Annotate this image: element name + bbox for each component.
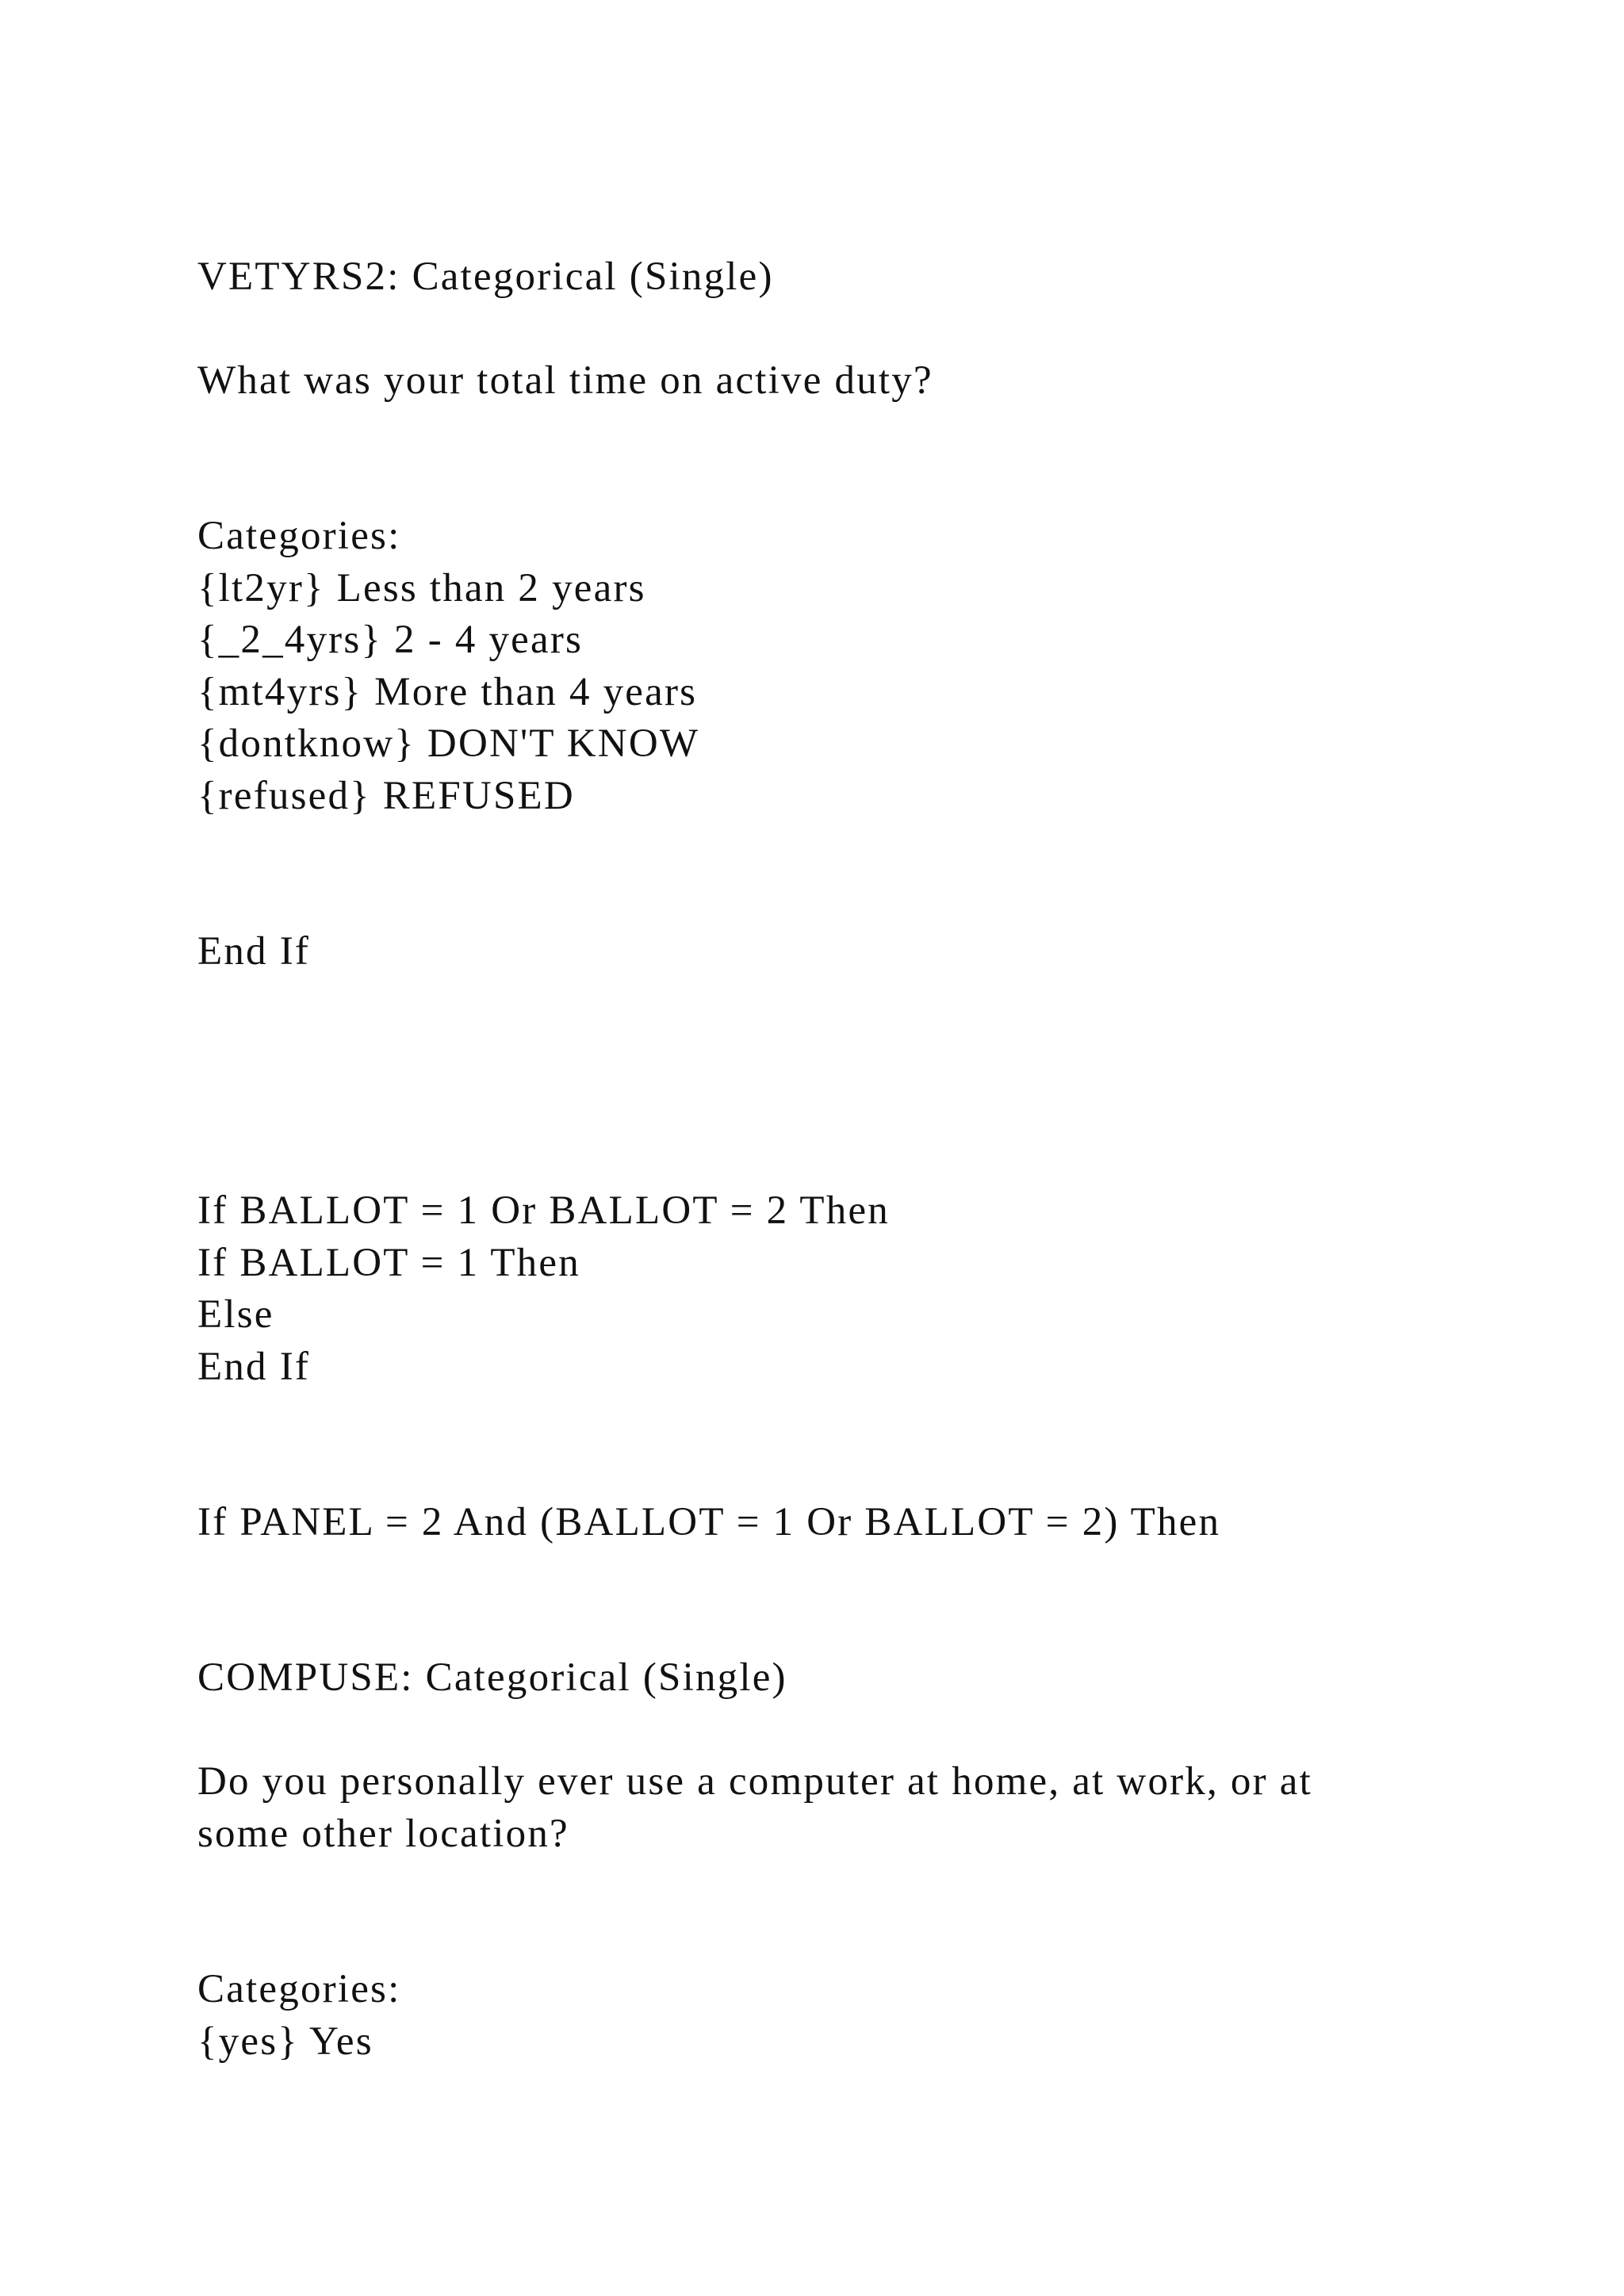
compuse-category-yes: {yes} Yes xyxy=(197,2019,373,2064)
vetyrs2-category-dontknow: {dontknow} DON'T KNOW xyxy=(197,721,700,766)
ballot-1-condition-line: If BALLOT = 1 Then xyxy=(197,1241,580,1285)
vetyrs2-question-prompt: What was your total time on active duty? xyxy=(197,358,933,403)
else-statement: Else xyxy=(197,1292,274,1337)
compuse-question-prompt-line-1: Do you personally ever use a computer at home, at work, or at xyxy=(197,1759,1312,1804)
panel-condition-line: If PANEL = 2 And (BALLOT = 1 Or BALLOT = 2) Then xyxy=(197,1500,1221,1544)
vetyrs2-category-lt2yr: {lt2yr} Less than 2 years xyxy=(197,566,646,610)
compuse-categories-label: Categories: xyxy=(197,1967,401,2011)
end-if-statement-2: End If xyxy=(197,1345,311,1389)
compuse-question-prompt-line-2: some other location? xyxy=(197,1812,569,1856)
vetyrs2-categories-label: Categories: xyxy=(197,514,401,558)
ballot-condition-line: If BALLOT = 1 Or BALLOT = 2 Then xyxy=(197,1188,891,1233)
vetyrs2-category-2-4yrs: {_2_4yrs} 2 - 4 years xyxy=(197,618,584,662)
vetyrs2-category-refused: {refused} REFUSED xyxy=(197,774,575,818)
compuse-question-header: COMPUSE: Categorical (Single) xyxy=(197,1655,787,1700)
vetyrs2-question-header: VETYRS2: Categorical (Single) xyxy=(197,254,774,299)
end-if-statement: End If xyxy=(197,929,311,974)
vetyrs2-category-mt4yrs: {mt4yrs} More than 4 years xyxy=(197,670,698,714)
